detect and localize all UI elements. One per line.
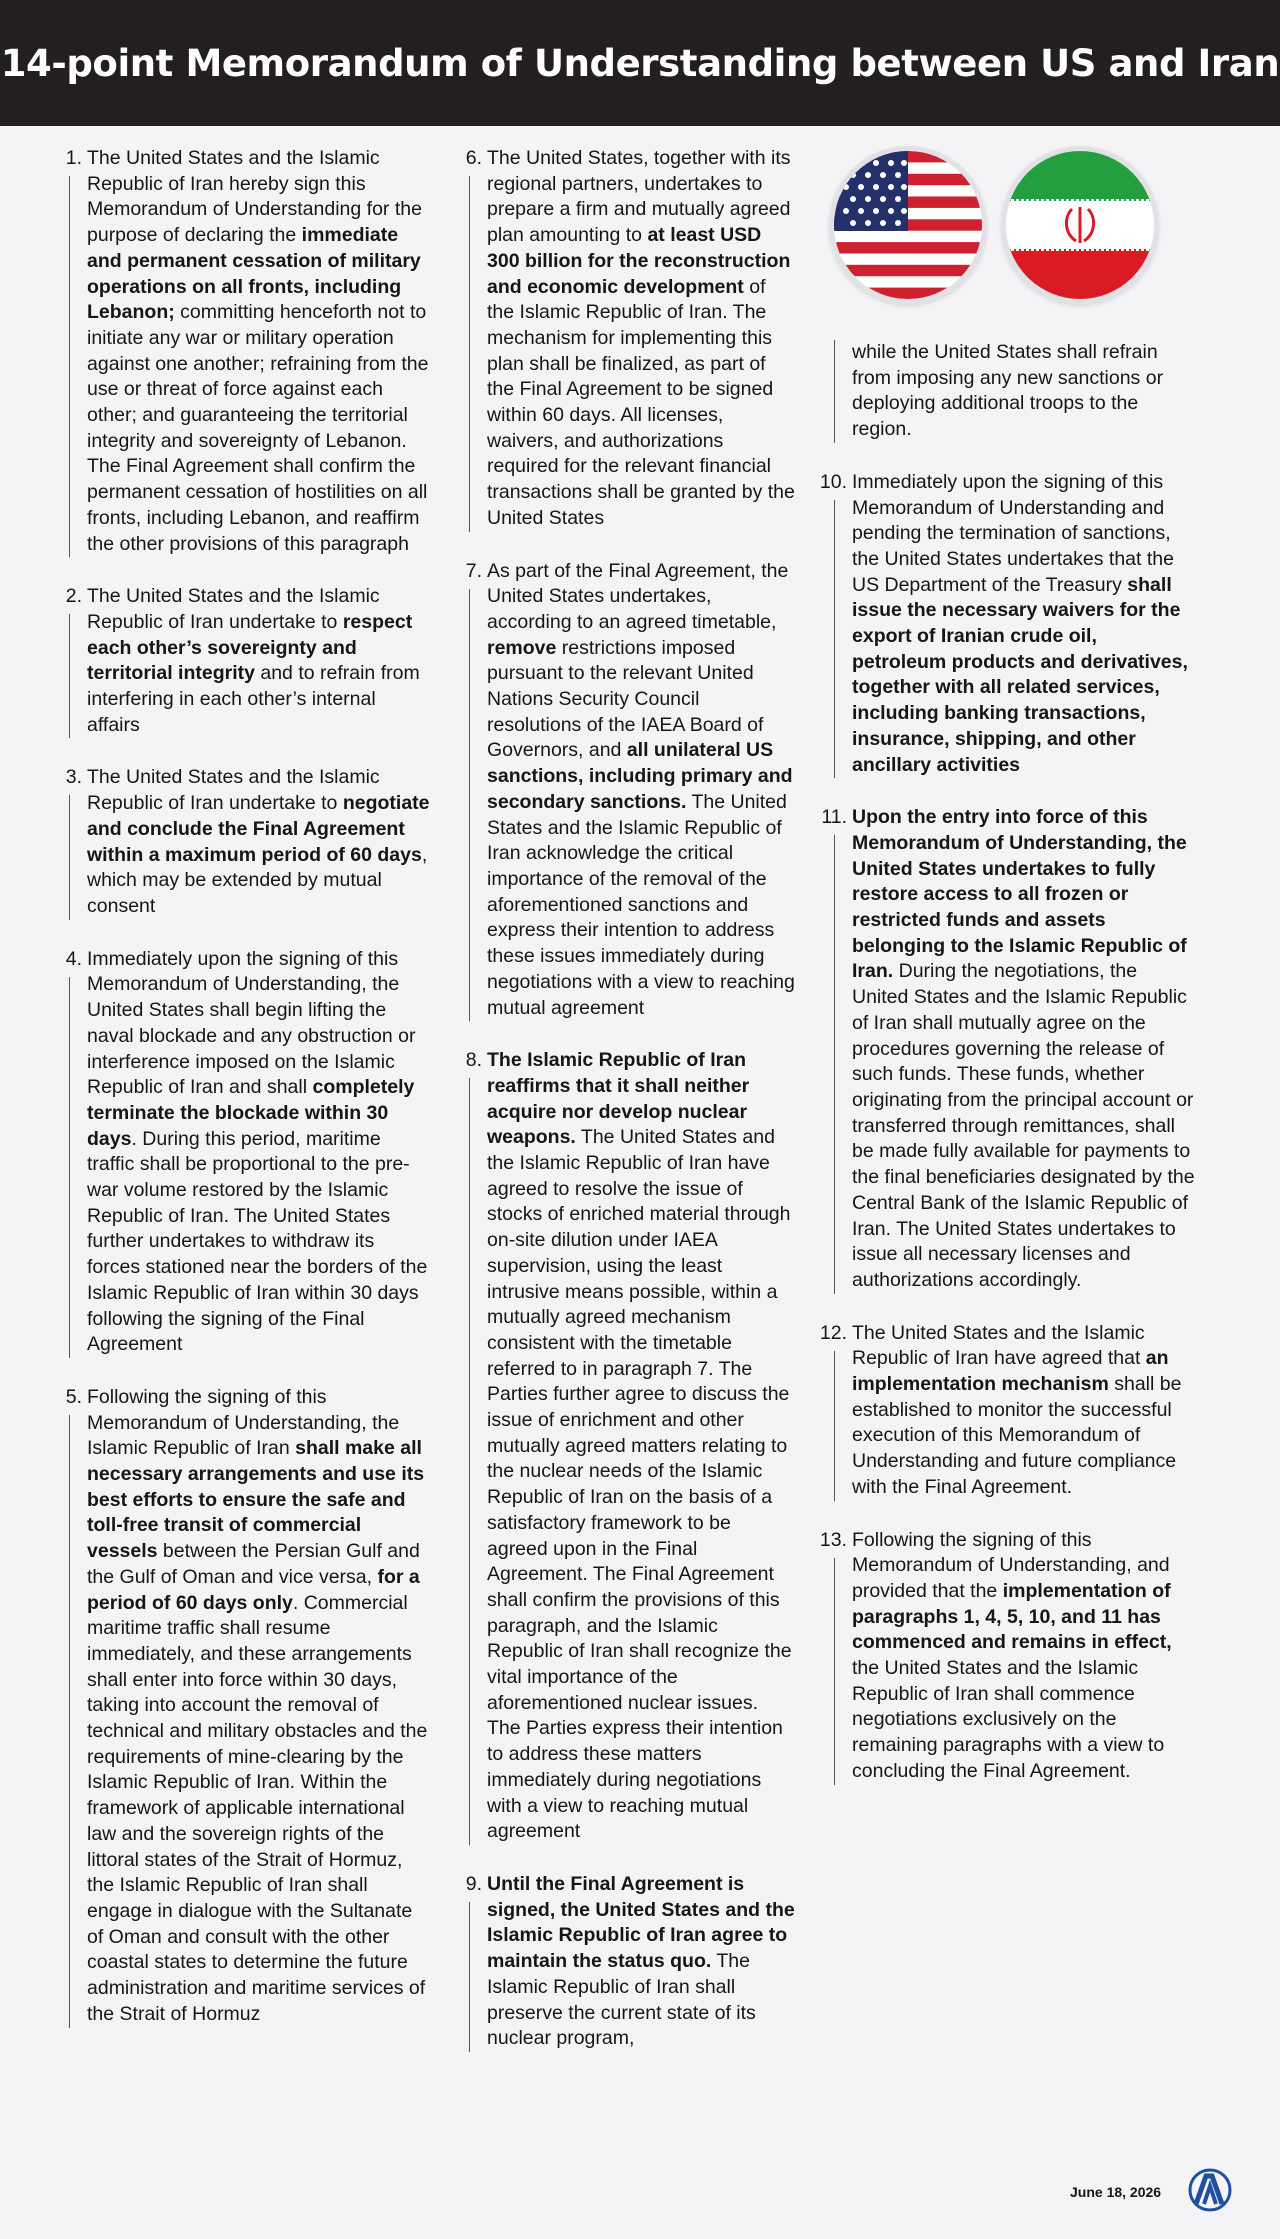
memorandum-point xyxy=(815,340,1195,443)
point-number: 13. xyxy=(819,1528,847,1551)
text-segment: . During this period, maritime traffic shall be proportional to the pre-war volume restored by the Islamic Republic of Iran. The United States further undertakes to withdraw its forces stationed near the borders of the Islamic Republic of Iran within 30 days following the signing of the Final Agreement xyxy=(87,1127,428,1356)
text-segment: Following the signing of this Memorandum of Understanding, the Islamic Republic of Iran xyxy=(87,1385,400,1460)
emphasized-text: completely terminate the blockade within 30 days xyxy=(87,1076,415,1150)
point-text xyxy=(68,765,430,919)
memorandum-point xyxy=(815,1528,1195,1785)
text-segment: Immediately upon the signing of this Memorandum of Understanding and pending the termination of sanctions, the United States undertakes that the US Department of the Treasury xyxy=(852,470,1174,596)
iran-flag-icon xyxy=(1001,146,1159,304)
memorandum-point xyxy=(815,805,1195,1293)
point-number: 11. xyxy=(821,806,847,829)
point-text xyxy=(833,1528,1195,1785)
emphasized-text: shall make all necessary arrangements and use its best efforts to ensure the safe and toll-free transit of commercial vessels xyxy=(87,1437,425,1563)
point-text xyxy=(468,559,795,1022)
memorandum-point xyxy=(50,584,430,738)
text-segment: shall be established to monitor the successful execution of this Memorandum of Understanding and future compliance with the Final Agreement. xyxy=(852,1373,1182,1498)
memorandum-point xyxy=(450,1048,795,1845)
us-flag-icon xyxy=(829,146,987,304)
memorandum-point xyxy=(50,1385,430,2028)
text-segment: The United States and the Islamic Republic of Iran undertake to xyxy=(87,585,380,633)
point-text xyxy=(68,584,430,738)
emphasized-text: remove xyxy=(487,636,557,659)
emphasized-text: Until the Final Agreement is signed, the United States and the Islamic Republic of Iran agree to maintain the status quo. xyxy=(487,1873,795,1973)
point-text xyxy=(833,1321,1195,1501)
point-number: 2. xyxy=(65,585,82,608)
text-segment: restrictions imposed pursuant to the relevant United Nations Security Council resolutions of the IAEA Board of Governors, and xyxy=(487,636,764,762)
point-number: 9. xyxy=(465,1873,482,1895)
text-segment: The United States and the Islamic Republic of Iran undertake to xyxy=(87,766,380,815)
memorandum-point xyxy=(815,470,1195,778)
emphasized-text: shall issue the necessary waivers for the export of Iranian crude oil, petroleum products and derivatives, together with all related services, including banking transactions, insurance, shipping, and other ancillary activities xyxy=(852,573,1188,776)
text-segment: committing henceforth not to initiate any war or military operation against one another; refraining from the use or threat of force against each other; and guaranteeing the territorial integrity and sovereignty of Lebanon. The Final Agreement shall confirm the permanent cessation of hostilities on all fronts, including Lebanon, and reaffirm the other provisions of this paragraph xyxy=(87,301,429,555)
text-segment: The Islamic Republic of Iran shall preserve the current state of its nuclear program, xyxy=(487,1950,756,2050)
text-segment: . Commercial maritime traffic shall resume immediately, and these arrangements shall enter into force within 30 days, taking into account the removal of technical and military obstacles and the requirements of mine-clearing by the Islamic Republic of Iran. Within the framework of applicable international law and the sovereign rights of the littoral states of the Strait of Hormuz, the Islamic Republic of Iran shall engage in dialogue with the Sultanate of Oman and consult with the other coastal states to determine the future administration and maritime services of the Strait of Hormuz xyxy=(87,1591,428,2025)
memorandum-point xyxy=(450,559,795,1022)
memorandum-point xyxy=(50,146,430,557)
column-1 xyxy=(50,146,430,2055)
text-segment: while the United States shall refrain from imposing any new sanctions or deploying additional troops to the region. xyxy=(852,341,1164,441)
point-number: 5. xyxy=(65,1385,82,1408)
emphasized-text: an implementation mechanism xyxy=(852,1347,1169,1396)
flags-row xyxy=(815,146,1195,304)
text-segment: As part of the Final Agreement, the United States undertakes, according to an agreed timetable, xyxy=(487,559,789,633)
emphasized-text: for a period of 60 days only xyxy=(87,1565,420,1614)
point-text xyxy=(468,1048,795,1845)
text-segment: The United States and the Islamic Republic of Iran have agreed to resolve the issue of stocks of enriched material through on-site dilution under IAEA supervision, using the least intrusive means possible, within a mutually agreed mechanism consistent with the timetable referred to in paragraph 7. The Parties further agree to discuss the issue of enrichment and other mutually agreed matters relating to the nuclear needs of the Islamic Republic of Iran on the basis of a satisfactory framework to be agreed upon in the Final Agreement. The Final Agreement shall confirm the provisions of this paragraph, and the Islamic Republic of Iran shall recognize the vital importance of the aforementioned nuclear issues. The Parties express their intention to address these matters immediately during negotiations with a view to reaching mutual agreement xyxy=(487,1126,792,1843)
emphasized-text: implementation of paragraphs 1, 4, 5, 10, and 11 has commenced and remains in effect, xyxy=(852,1579,1172,1654)
point-text xyxy=(833,805,1195,1293)
memorandum-point xyxy=(450,146,795,532)
point-text xyxy=(468,1872,795,2052)
text-segment: Immediately upon the signing of this Memorandum of Understanding, the United States shall begin lifting the naval blockade and any obstruction or interference imposed on the Islamic Republic of Iran and shall xyxy=(87,947,416,1099)
point-text xyxy=(68,947,430,1358)
text-segment: of the Islamic Republic of Iran. The mechanism for implementing this plan shall be finalized, as part of the Final Agreement to be signed within 60 days. All licenses, waivers, and authorizations required for the relevant financial transactions shall be granted by the United States xyxy=(487,275,795,529)
point-number: 12. xyxy=(819,1321,847,1344)
text-segment: During the negotiations, the United States and the Islamic Republic of Iran shall mutually agree on the procedures governing the release of such funds. These funds, whether originating from the principal account or transferred through remittances, shall be made fully available for payments to the final beneficiaries designated by the Central Bank of the Islamic Republic of Iran. The United States undertakes to issue all necessary licenses and authorizations accordingly. xyxy=(852,960,1195,1291)
text-segment: , which may be extended by mutual consent xyxy=(87,843,428,917)
point-number: 8. xyxy=(465,1049,482,1072)
point-number: 7. xyxy=(465,559,482,582)
emphasized-text: at least USD 300 billion for the reconstruction and economic development xyxy=(487,224,791,298)
point-number: 4. xyxy=(65,947,82,970)
memorandum-point xyxy=(50,947,430,1358)
text-segment: Following the signing of this Memorandum of Understanding, and provided that the xyxy=(852,1528,1170,1602)
text-segment: The United States and the Islamic Republic of Iran hereby sign this Memorandum of Understanding for the purpose of declaring the xyxy=(87,147,422,247)
point-number: 10. xyxy=(819,470,847,493)
point-text xyxy=(468,146,795,532)
memorandum-point xyxy=(815,1321,1195,1501)
text-segment: between the Persian Gulf and the Gulf of Oman and vice versa, xyxy=(87,1540,420,1588)
text-segment: The United States, together with its regional partners, undertakes to prepare a firm and mutually agreed plan amounting to xyxy=(487,147,791,247)
text-segment: the United States and the Islamic Republic of Iran shall commence negotiations exclusively on the remaining paragraphs with a view to concluding the Final Agreement. xyxy=(852,1657,1165,1782)
emphasized-text: immediate and permanent cessation of military operations on all fronts, including Lebanon; xyxy=(87,224,421,324)
anadolu-agency-logo-icon xyxy=(1188,2168,1232,2217)
point-text xyxy=(833,470,1195,778)
emphasized-text: negotiate and conclude the Final Agreement within a maximum period of 60 days xyxy=(87,792,430,866)
point-number: 1. xyxy=(65,147,82,169)
emphasized-text: respect each other’s sovereignty and territorial integrity xyxy=(87,610,413,685)
header-bar xyxy=(0,0,1280,126)
point-number: 3. xyxy=(65,766,82,789)
page-title: 14-point Memorandum of Understanding between US and Iran xyxy=(0,41,1280,85)
point-text xyxy=(68,1385,430,2028)
publication-date: June 18, 2026 xyxy=(1070,2184,1162,2200)
point-text xyxy=(833,340,1195,443)
emphasized-text: all unilateral US sanctions, including primary and secondary sanctions. xyxy=(487,739,793,813)
column-3 xyxy=(815,146,1195,1812)
memorandum-point xyxy=(50,765,430,919)
text-segment: The United States and the Islamic Republic of Iran acknowledge the critical importance of the removal of the aforementioned sanctions and express their intention to address these issues immediately during negotiations with a view to reaching mutual agreement xyxy=(487,790,795,1019)
text-segment: The United States and the Islamic Republic of Iran have agreed that xyxy=(852,1321,1146,1370)
column-2 xyxy=(450,146,795,2079)
emphasized-text: The Islamic Republic of Iran reaffirms that it shall neither acquire nor develop nuclear weapons. xyxy=(487,1049,750,1149)
memorandum-point xyxy=(450,1872,795,2052)
emphasized-text: Upon the entry into force of this Memorandum of Understanding, the United States undertakes to fully restore access to all frozen or restricted funds and assets belonging to the Islamic Republic of Iran. xyxy=(852,806,1187,983)
point-text xyxy=(68,146,430,557)
text-segment: and to refrain from interfering in each other’s internal affairs xyxy=(87,662,420,736)
point-number: 6. xyxy=(465,147,482,169)
